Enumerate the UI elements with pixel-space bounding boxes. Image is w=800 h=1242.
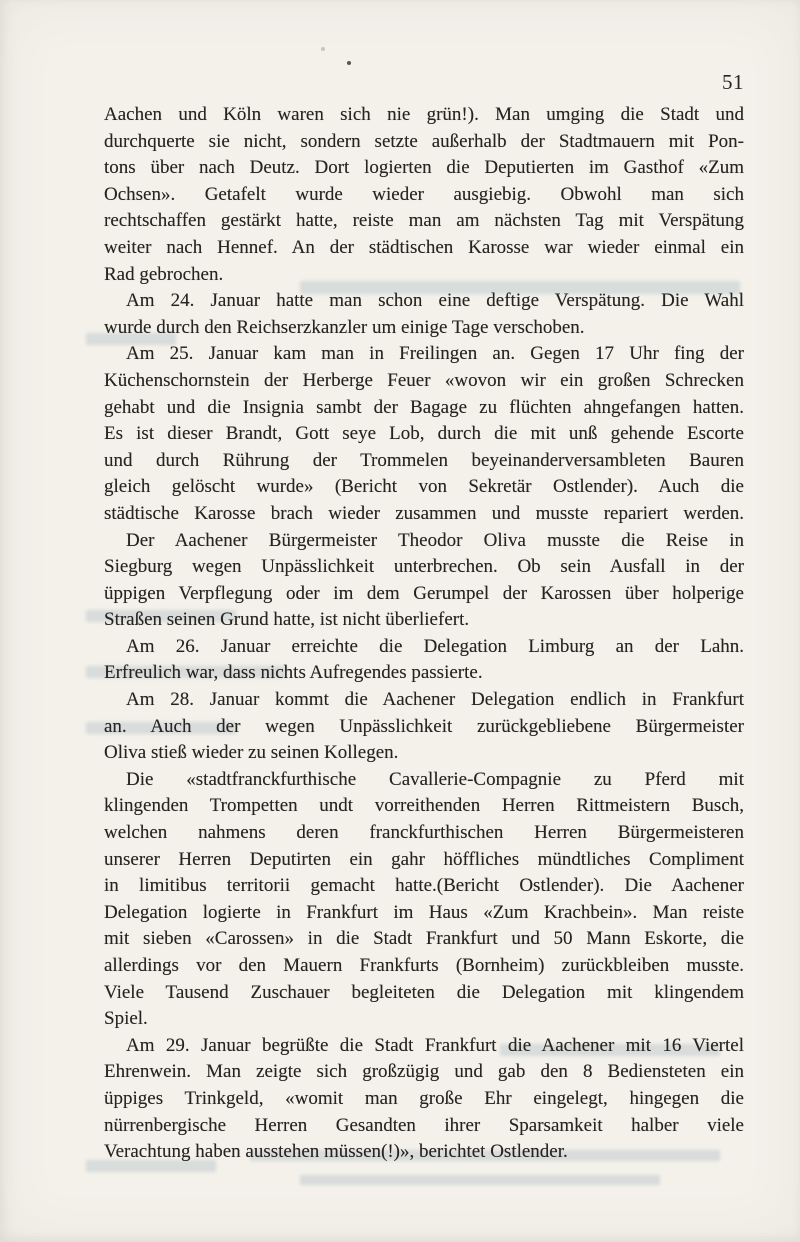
text-line: unserer Herren Deputirten ein gahr höffliches mündtliches Compliment xyxy=(104,848,744,870)
text-line: gehabt und die Insignia sambt der Bagage zu flüchten ahngefangen hatten. xyxy=(104,396,744,418)
text-line: nürrenbergische Herren Gesandten ihrer Sparsamkeit halber viele xyxy=(104,1114,744,1136)
text-line: klingenden Trompetten undt vorreithenden Herren Rittmeistern Busch, xyxy=(104,795,744,817)
text-line: an. Auch der wegen Unpässlichkeit zurückgebliebene Bürgermeister xyxy=(104,715,744,737)
text-line: Straßen seinen Grund hatte, ist nicht überliefert. xyxy=(104,609,470,631)
scan-speck xyxy=(347,61,351,65)
bleed-through-text xyxy=(300,1175,660,1185)
text-line: weiter nach Hennef. An der städtischen Karosse war wieder einmal ein xyxy=(104,236,744,258)
paragraph xyxy=(104,1033,744,1166)
paragraph xyxy=(104,528,744,634)
text-line: Es ist dieser Brandt, Gott seye Lob, durch die mit unß gehende Escorte xyxy=(104,423,744,445)
text-line: städtische Karosse brach wieder zusammen und musste repariert werden. xyxy=(104,502,744,524)
text-line: Aachen und Köln waren sich nie grün!). Man umging die Stadt und xyxy=(104,104,744,125)
paragraph xyxy=(104,687,744,767)
text-line: Delegation logierte in Frankfurt im Haus «Zum Krachbein». Man reiste xyxy=(104,901,744,923)
scan-speck xyxy=(321,47,325,51)
text-line: Erfreulich war, dass nichts Aufregendes passierte. xyxy=(104,662,483,684)
text-line: Rad gebrochen. xyxy=(104,263,224,285)
text-line: tons über nach Deutz. Dort logierten die Deputierten im Gasthof «Zum xyxy=(104,157,744,179)
text-line: durchquerte sie nicht, sondern setzte außerhalb der Stadtmauern mit Pon- xyxy=(104,130,744,152)
text-line: Am 28. Januar kommt die Aachener Delegation endlich in Frankfurt xyxy=(126,689,744,711)
text-line: welchen nahmens deren franckfurthischen Herren Bürgermeisteren xyxy=(104,822,744,844)
text-line: Siegburg wegen Unpässlichkeit unterbrechen. Ob sein Ausfall in der xyxy=(104,556,744,578)
text-line: üppigen Verpflegung oder im dem Gerumpel der Karossen über holperige xyxy=(104,582,744,604)
text-line: in limitibus territorii gemacht hatte.(Bericht Ostlender). Die Aachener xyxy=(104,875,744,897)
text-line: und durch Rührung der Trommelen beyeinanderversambleten Bauren xyxy=(104,449,744,471)
text-line: Ochsen». Getafelt wurde wieder ausgiebig. Obwohl man sich xyxy=(104,183,744,205)
text-line: Oliva stieß wieder zu seinen Kollegen. xyxy=(104,742,399,764)
paragraph xyxy=(104,767,744,1033)
page-body xyxy=(104,102,744,1166)
text-line: gleich gelöscht wurde» (Bericht von Sekretär Ostlender). Auch die xyxy=(104,476,744,498)
text-line: Ehrenwein. Man zeigte sich großzügig und gab den 8 Bediensteten ein xyxy=(104,1061,744,1083)
text-line: rechtschaffen gestärkt hatte, reiste man am nächsten Tag mit Verspätung xyxy=(104,210,744,232)
text-line: Verachtung haben ausstehen müssen(!)», berichtet Ostlender. xyxy=(104,1141,568,1163)
text-line: Spiel. xyxy=(104,1008,148,1030)
text-line: Am 25. Januar kam man in Freilingen an. Gegen 17 Uhr fing der xyxy=(126,343,744,365)
text-line: wurde durch den Reichserzkanzler um einige Tage verschoben. xyxy=(104,316,585,338)
text-line: Am 24. Januar hatte man schon eine deftige Verspätung. Die Wahl xyxy=(126,290,744,312)
paragraph xyxy=(104,288,744,341)
paragraph xyxy=(104,341,744,527)
text-line: Viele Tausend Zuschauer begleiteten die Delegation mit klingendem xyxy=(104,981,744,1003)
text-line: Die «stadtfranckfurthische Cavallerie-Compagnie zu Pferd mit xyxy=(126,768,744,790)
page-number: 51 xyxy=(722,70,744,94)
text-line: Am 29. Januar begrüßte die Stadt Frankfurt die Aachener mit 16 Viertel xyxy=(126,1034,744,1056)
text-line: Am 26. Januar erreichte die Delegation Limburg an der Lahn. xyxy=(126,635,744,657)
paragraph xyxy=(104,634,744,687)
text-line: Küchenschornstein der Herberge Feuer «wovon wir ein großen Schrecken xyxy=(104,369,744,391)
text-line: Der Aachener Bürgermeister Theodor Oliva musste die Reise in xyxy=(126,529,744,551)
text-line: mit sieben «Carossen» in die Stadt Frankfurt und 50 Mann Eskorte, die xyxy=(104,928,744,950)
text-line: üppiges Trinkgeld, «womit man große Ehr eingelegt, hingegen die xyxy=(104,1087,744,1109)
paragraph xyxy=(104,102,744,288)
text-line: allerdings vor den Mauern Frankfurts (Bornheim) zurückbleiben musste. xyxy=(104,955,744,976)
